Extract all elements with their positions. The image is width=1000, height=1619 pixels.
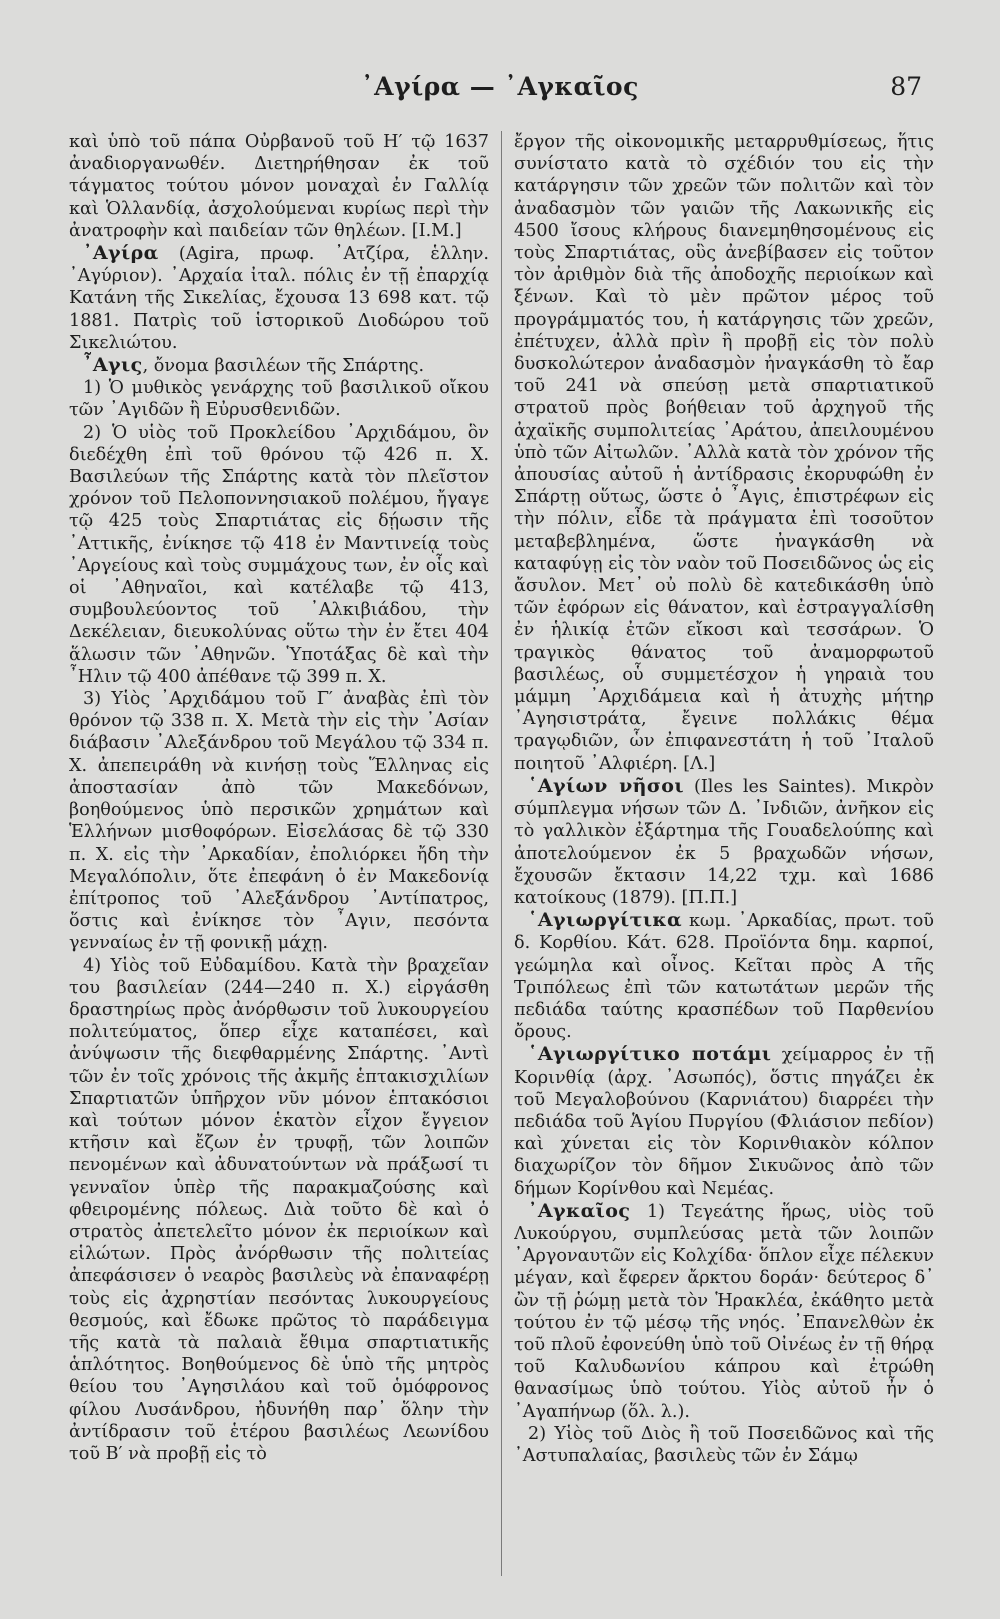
entry-text: , ὄνομα βασιλέων τῆς Σπάρτης. — [142, 356, 425, 377]
right-column — [514, 131, 934, 1576]
entry-paragraph — [69, 422, 489, 688]
entry-text: κωμ. ᾿Αρκαδίας, πρωτ. τοῦ δ. Κορθίου. Κάτ. 628. Προϊόντα δημ. καρποί, γεώμηλα καὶ οἶνος. Κεῖται πρὸς Α τῆς Τριπόλεως ἐπὶ τῶν κατωτάτων μερῶν τῆς πεδιάδα ταύτης κρασπέδων τοῦ Παρθενίου ὄρους. — [514, 911, 934, 1043]
entry-text: καὶ ὑπὸ τοῦ πάπα Οὐρβανοῦ τοῦ Η′ τῷ 1637 ἀναδιοργανωθέν. Διετηρήθησαν ἐκ τοῦ τάγματος τούτου μόνον μοναχαὶ ἐν Γαλλίᾳ καὶ Ὁλλανδίᾳ, ἀσχολούμεναι κυρίως περὶ τὴν ἀνατροφὴν καὶ παιδείαν τῶν θηλέων. [Ι.Μ.] — [69, 132, 489, 241]
entry-text: (Agira, πρωφ. ᾿Ατζίρα, ἑλλην. ᾿Αγύριον). ᾿Αρχαία ἰταλ. πόλις ἐν τῇ ἐπαρχίᾳ Κατάνη τῆς Σικελίας, ἔχουσα 13 698 κατ. τῷ 1881. Πατρὶς τοῦ ἱστορικοῦ Διοδώρου τοῦ Σικελιώτου. — [69, 244, 489, 353]
column-divider — [501, 131, 502, 1576]
entry-headword: ῾Αγίων νῆσοι — [528, 774, 684, 797]
entry-paragraph — [514, 1423, 934, 1467]
dictionary-entry — [69, 242, 489, 354]
entry-text: 2) Ὁ υἱὸς τοῦ Προκλείδου ᾿Αρχιδάμου, ὃν διεδέχθη ἐπὶ τοῦ θρόνου τῷ 426 π. Χ. Βασιλεύων τῆς Σπάρτης κατὰ τὸν πλεῖστον χρόνον τοῦ Πελοποννησιακοῦ πολέμου, ἤγαγε τῷ 425 τοὺς Σπαρτιάτας εἰς δῄωσιν τῆς ᾿Αττικῆς, ἐνίκησε τῷ 418 ἐν Μαντινείᾳ τοὺς ᾿Αργείους καὶ τοὺς συμμάχους των, ἐν οἷς καὶ οἱ ᾿Αθηναῖοι, καὶ κατέλαβε τῷ 413, συμβουλεύοντος τοῦ ᾿Αλκιβιάδου, τὴν Δεκέλειαν, διευκολύνας οὕτω τὴν ἐν ἔτει 404 ἅλωσιν τῶν ᾿Αθηνῶν. Ὑποτάξας δὲ καὶ τὴν ῏Ηλιν τῷ 400 ἀπέθανε τῷ 399 π. Χ. — [69, 422, 489, 687]
dictionary-entry — [514, 909, 934, 1043]
running-head: ᾿Αγίρα — ᾿Αγκαῖος — [361, 72, 639, 101]
entry-text: 1) Τεγεάτης ἥρως, υἱὸς τοῦ Λυκούργου, συμπλεύσας μετὰ τῶν λοιπῶν ᾿Αργοναυτῶν εἰς Κολχίδα· ὅπλον εἶχε πέλεκυν μέγαν, καὶ ἔφερεν ἄρκτου δοράν· δεύτερος δ᾿ ὢν τῇ ῥώμῃ μετὰ τὸν Ἡρακλέα, ἐκάθητο μετὰ τούτου ἐν τῷ μέσῳ τῆς νηός. ᾿Επανελθὼν ἐκ τοῦ πλοῦ ἐφονεύθη ὑπὸ τοῦ Οἰνέως ἐν τῇ θήρᾳ τοῦ Καλυδωνίου κάπρου καὶ ἐτρώθη θανασίμως ὑπὸ τούτου. Υἱὸς αὐτοῦ ἦν ὁ ᾿Αγαπήνωρ (ὅλ. λ.). — [514, 1201, 934, 1422]
entry-paragraph — [69, 688, 489, 954]
entry-text: ἔργον τῆς οἰκονομικῆς μεταρρυθμίσεως, ἥτις συνίστατο κατὰ τὸ σχέδιόν του εἰς τὴν κατάργησιν τῶν χρεῶν τῶν πολιτῶν καὶ τὸν ἀναδασμὸν τῶν γαιῶν τῆς Λακωνικῆς εἰς 4500 ἴσους κλήρους διανεμηθησομένους εἰς τοὺς Σπαρτιάτας, οὓς ἀνεβίβασεν εἰς τοῦτον τὸν ἀριθμὸν διὰ τῆς ἀποδοχῆς περιοίκων καὶ ξένων. Καὶ τὸ μὲν πρῶτον μέρος τοῦ προγράμματός του, ἡ κατάργησις τῶν χρεῶν, ἐπέτυχεν, ἀλλὰ πρὶν ἢ προβῇ εἰς τὸν πολὺ δυσκολώτερον ἀναδασμὸν ἠναγκάσθη τὸ ἔαρ τοῦ 241 νὰ σπεύσῃ μετὰ σπαρτιατικοῦ στρατοῦ πρὸς βοήθειαν τοῦ ἀρχηγοῦ τῆς ἀχαϊκῆς συμπολιτείας ᾿Αράτου, ἀπειλουμένου ὑπὸ τῶν Αἰτωλῶν. ᾿Αλλὰ κατὰ τὸν χρόνον τῆς ἀπουσίας αὐτοῦ ἡ ἀντίδρασις ἐκορυφώθη ἐν Σπάρτῃ οὕτως, ὥστε ὁ ῏Αγις, ἐπιστρέφων εἰς τὴν πόλιν, εἶδε τὰ πράγματα ἐπὶ τοσοῦτον μεταβεβλημένα, ὥστε ἠναγκάσθη νὰ καταφύγῃ εἰς τὸν ναὸν τοῦ Ποσειδῶνος ὡς εἰς ἄσυλον. Μετ᾿ οὐ πολὺ δὲ κατεδικάσθη ὑπὸ τῶν ἐφόρων εἰς θάνατον, καὶ ἐστραγγαλίσθη ἐν ἡλικίᾳ ἐτῶν εἴκοσι καὶ τεσσάρων. Ὁ τραγικὸς θάνατος τοῦ ἀναμορφωτοῦ βασιλέως, οὗ συμμετέσχον ἡ γηραιὰ του μάμμη ᾿Αρχιδάμεια καὶ ἡ ἀτυχὴς μήτηρ ᾿Αγησιστράτα, ἔγεινε πολλάκις θέμα τραγῳδιῶν, ὧν ἐπιφανεστάτη ἡ τοῦ ᾿Ιταλοῦ ποιητοῦ ᾿Αλφιέρη. [Λ.] — [514, 132, 934, 774]
dictionary-entry — [69, 354, 489, 377]
dictionary-entry — [514, 775, 934, 909]
entry-text: χείμαρρος ἐν τῇ Κορινθίᾳ (ἀρχ. ᾿Ασωπός), ὅστις πηγάζει ἐκ τοῦ Μεγαλοβούνου (Καρνιάτου) διαρρέει τὴν πεδιάδα τοῦ Ἁγίου Πυργίου (Φλιάσιον πεδίον) καὶ χύνεται εἰς τὸν Κορινθιακὸν κόλπον διαχωρίζον τὸν δῆμον Σικυῶνος ἀπὸ τῶν δήμων Κορίνθου καὶ Νεμέας. — [514, 1045, 934, 1199]
entry-text: 1) Ὁ μυθικὸς γενάρχης τοῦ βασιλικοῦ οἴκου τῶν ᾿Αγιδῶν ἢ Εὐρυσθενιδῶν. — [69, 378, 489, 421]
entry-paragraph — [69, 131, 489, 242]
entry-text: 2) Υἱὸς τοῦ Διὸς ἢ τοῦ Ποσειδῶνος καὶ τῆς ᾿Αστυπαλαίας, βασιλεὺς τῶν ἐν Σάμῳ — [514, 1423, 934, 1466]
entry-headword: ῾Αγιωργίτικα — [528, 909, 683, 932]
entry-headword: ῾Αγιωργίτικο ποτάμι — [528, 1043, 772, 1066]
dictionary-entry — [514, 1200, 934, 1423]
page-header — [0, 72, 1000, 112]
entry-headword: ᾿Αγίρα — [83, 242, 159, 265]
entry-paragraph — [514, 131, 934, 775]
left-column — [69, 131, 489, 1576]
entry-text: 4) Υἱὸς τοῦ Εὐδαμίδου. Κατὰ τὴν βραχεῖαν του βασιλείαν (244—240 π. Χ.) εἰργάσθη δραστηρίως πρὸς ἀνόρθωσιν τοῦ λυκουργείου πολιτεύματος, ὅπερ εἶχε καταπέσει, καὶ ἀνύψωσιν τῆς διεφθαρμένης Σπάρτης. ᾿Αντὶ τῶν ἐν τοῖς χρόνοις τῆς ἀκμῆς ἑπτακισχιλίων Σπαρτιατῶν ὑπῆρχον νῦν μόνον ἑπτακόσιοι καὶ τούτων μόνον ἑκατὸν εἶχον ἔγγειον κτῆσιν καὶ ἔζων ἐν τρυφῇ, τῶν λοιπῶν πενομένων καὶ ἀδυνατούντων νὰ πράξωσί τι γενναῖον ὑπὲρ τῆς παρακμαζούσης καὶ φθειρομένης πόλεως. Διὰ τοῦτο δὲ καὶ ὁ στρατὸς ἀπετελεῖτο μόνον ἐκ περιοίκων καὶ εἱλώτων. Πρὸς ἀνόρθωσιν τῆς πολιτείας ἀπεφάσισεν ὁ νεαρὸς βασιλεὺς νὰ ἐπαναφέρῃ τοὺς εἰς ἀχρηστίαν πεσόντας λυκουργείους θεσμούς, καὶ ἔδωκε πρῶτος τὸ παράδειγμα τῆς κατὰ τὰ παλαιὰ ἔθιμα σπαρτιατικῆς ἁπλότητος. Βοηθούμενος δὲ ὑπὸ τῆς μητρὸς θείου του ᾿Αγησιλάου καὶ τοῦ ὁμόφρονος φίλου Λυσάνδρου, ἠδυνήθη παρ᾿ ὅλην τὴν ἀντίδρασιν τοῦ ἑτέρου βασιλέως Λεωνίδου τοῦ Β′ νὰ προβῇ εἰς τὸ — [69, 955, 489, 1464]
page-number: 87 — [890, 72, 922, 101]
entry-text: 3) Υἱὸς ᾿Αρχιδάμου τοῦ Γ′ ἀναβὰς ἐπὶ τὸν θρόνον τῷ 338 π. Χ. Μετὰ τὴν εἰς τὴν ᾿Ασίαν διάβασιν ᾿Αλεξάνδρου τοῦ Μεγάλου τῷ 334 π. Χ. ἀπεπειράθη νὰ κινήσῃ τοὺς Ἕλληνας εἰς ἀποστασίαν ἀπὸ τῶν Μακεδόνων, βοηθούμενος ὑπὸ περσικῶν χρημάτων καὶ Ἑλλήνων μισθοφόρων. Εἰσελάσας δὲ τῷ 330 π. Χ. εἰς τὴν ᾿Αρκαδίαν, ἐπολιόρκει ἤδη τὴν Μεγαλόπολιν, ὅτε ἐπεφάνη ὁ ἐν Μακεδονίᾳ ἐπίτροπος τοῦ ᾿Αλεξάνδρου ᾿Αντίπατρος, ὅστις καὶ ἐνίκησε τὸν ῏Αγιν, πεσόντα γενναίως ἐν τῇ φονικῇ μάχῃ. — [69, 689, 489, 954]
entry-headword: ῏Αγις — [83, 354, 143, 377]
entry-paragraph — [69, 377, 489, 421]
dictionary-entry — [514, 1043, 934, 1199]
entry-headword: ᾿Αγκαῖος — [528, 1199, 631, 1222]
entry-text: (Iles les Saintes). Μικρὸν σύμπλεγμα νήσων τῶν Δ. ᾿Ινδιῶν, ἀνῆκον εἰς τὸ γαλλικὸν ἐξάρτημα τῆς Γουαδελούπης καὶ ἀποτελούμενον ἐκ 5 βραχωδῶν νήσων, ἔχουσῶν ἔκτασιν 14,22 τχμ. καὶ 1686 κατοίκους (1879). [Π.Π.] — [514, 776, 934, 908]
entry-paragraph — [69, 955, 489, 1466]
